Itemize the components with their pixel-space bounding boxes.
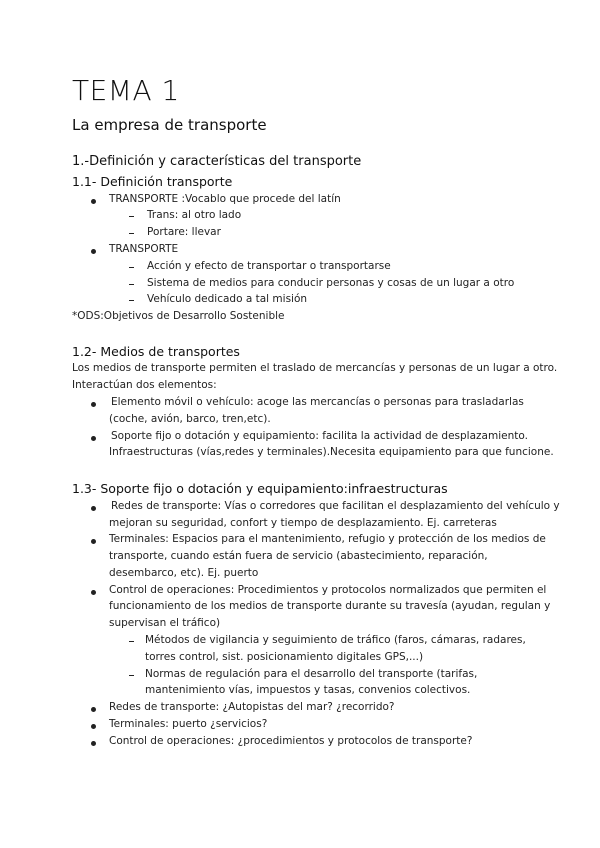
list-item: Elemento móvil o vehículo: acoge las mercancías o personas para trasladarlas (111, 396, 524, 408)
paragraph: Interactúan dos elementos: (72, 379, 217, 391)
dash-icon (129, 675, 134, 676)
footnote: *ODS:Objetivos de Desarrollo Sostenible (72, 310, 285, 322)
paragraph: Los medios de transporte permiten el traslado de mercancías y personas de un lugar a otro. (72, 362, 558, 374)
bullet-icon (91, 741, 96, 746)
section-1-heading: 1.-Definición y características del transporte (72, 154, 362, 169)
list-item: Soporte fijo o dotación y equipamiento: facilita la actividad de desplazamiento. (111, 430, 528, 442)
dash-icon (129, 300, 134, 301)
bullet-icon (91, 590, 96, 595)
list-item: Trans: al otro lado (147, 209, 242, 221)
dash-icon (129, 267, 134, 268)
bullet-icon (91, 402, 96, 407)
bullet-icon (91, 724, 96, 729)
page-subtitle: La empresa de transporte (72, 116, 267, 134)
section-1-2-heading: 1.2- Medios de transportes (72, 344, 240, 359)
list-item: Terminales: puerto ¿servicios? (109, 718, 268, 730)
list-item: Infraestructuras (vías,redes y terminales).Necesita equipamiento para que funcione. (109, 446, 554, 458)
list-item: TRANSPORTE (109, 243, 179, 255)
dash-icon (129, 216, 134, 217)
list-item: Control de operaciones: ¿procedimientos y protocolos de transporte? (109, 735, 473, 747)
list-item: desembarco, etc). Ej. puerto (109, 567, 259, 579)
dash-icon (129, 233, 134, 234)
list-item: Normas de regulación para el desarrollo del transporte (tarifas, (145, 668, 478, 680)
bullet-icon (91, 249, 96, 254)
list-item: funcionamiento de los medios de transporte durante su travesía (ayudan, regulan y (109, 600, 551, 612)
list-item: Redes de transporte: Vías o corredores que facilitan el desplazamiento del vehículo y (111, 500, 560, 512)
dash-icon (129, 284, 134, 285)
list-item: (coche, avión, barco, tren,etc). (109, 413, 271, 425)
list-item: mejoran su seguridad, confort y tiempo de desplazamiento. Ej. carreteras (109, 517, 497, 529)
bullet-icon (91, 506, 96, 511)
list-item: Terminales: Espacios para el mantenimiento, refugio y protección de los medios de (109, 533, 546, 545)
list-item: Redes de transporte: ¿Autopistas del mar? ¿recorrido? (109, 701, 395, 713)
page-title: TEMA 1 (72, 74, 180, 107)
list-item: Portare: llevar (147, 226, 221, 238)
section-1-1-heading: 1.1- Definición transporte (72, 174, 233, 189)
list-item: Vehículo dedicado a tal misión (147, 293, 308, 305)
list-item: Sistema de medios para conducir personas y cosas de un lugar a otro (147, 277, 515, 289)
list-item: Métodos de vigilancia y seguimiento de tráfico (faros, cámaras, radares, (145, 634, 526, 646)
bullet-icon (91, 539, 96, 544)
bullet-icon (91, 199, 96, 204)
list-item: Control de operaciones: Procedimientos y protocolos normalizados que permiten el (109, 584, 547, 596)
list-item: transporte, cuando están fuera de servicio (abastecimiento, reparación, (109, 550, 488, 562)
bullet-icon (91, 436, 96, 441)
list-item: torres control, sist. posicionamiento digitales GPS,...) (145, 651, 424, 663)
dash-icon (129, 641, 134, 642)
list-item: TRANSPORTE :Vocablo que procede del latín (109, 193, 341, 205)
section-1-3-heading: 1.3- Soporte fijo o dotación y equipamiento:infraestructuras (72, 481, 448, 496)
list-item: mantenimiento vías, impuestos y tasas, convenios colectivos. (145, 684, 471, 696)
list-item: supervisan el tráfico) (109, 617, 221, 629)
bullet-icon (91, 707, 96, 712)
list-item: Acción y efecto de transportar o transportarse (147, 260, 391, 272)
